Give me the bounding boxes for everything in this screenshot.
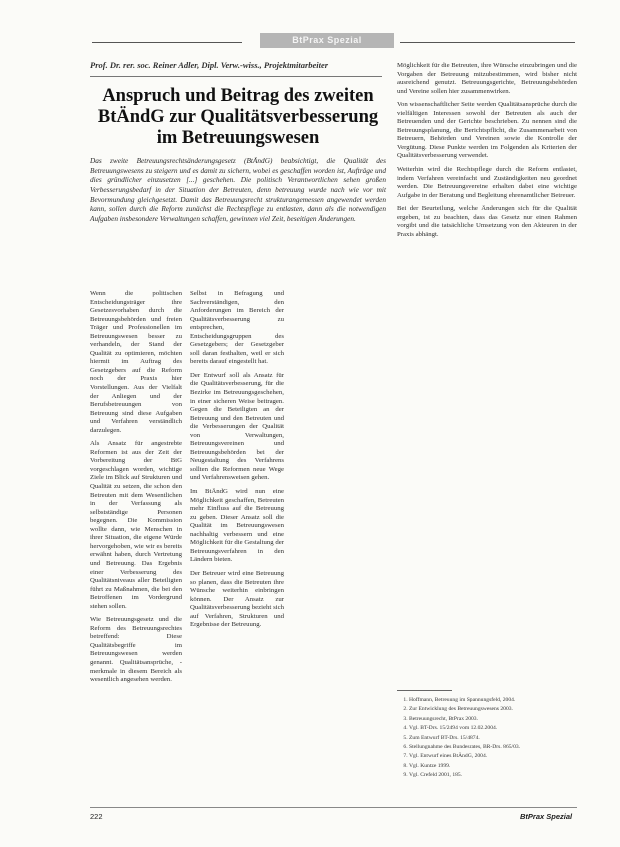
- article-title: Anspruch und Beitrag des zweiten BtÄndG zur Qualitätsverbesserung im Betreuungswesen: [97, 86, 379, 148]
- paragraph: Von wissenschaftlicher Seite werden Qualitätsansprüche durch die vielfältigen Interessen sowohl der Betreuten als auch der Betreuenden und der Gerichte beschrieben. Zu nennen sind die Betreuungsplanung, die Berichtspflicht, die Zusammenarbeit von Betreuern, Behörden und Vereinen sowie die Kontrolle der Vergütung. Diese Punkte werden im Folgenden als Kriterien der Qualitätsverbesserung verwendet.: [397, 101, 577, 160]
- footnote-divider: [397, 690, 452, 691]
- header-rule-left: [92, 42, 242, 43]
- footnote: 2. Zur Entwicklung des Betreuungswesens 2003.: [409, 705, 577, 714]
- paragraph: Der Entwurf soll als Ansatz für die Qualitätsverbesserung, für die Bezirke im Betreuungsgeschehen, in einer sicheren Weise beitragen. Gegen die Beteiligten an der Betreuung und den Betreuten und die Verbesserungen der Qualität von Verwaltungen, Betreuungsvereinen und Betreuungsbehörden bei der Neugestaltung des Verfahrens sollten die Reformen neue Wege und Verfahrensweisen gehen.: [190, 371, 284, 482]
- paragraph: Möglichkeit für die Betreuten, ihre Wünsche einzubringen und die Vorgaben der Betreuung mitzubestimmen, wird bisher nicht ausreichend genutzt. Betreuungsgerichte, Betreuungsbehörden und Vereine sollen hier zusammenwirken.: [397, 62, 577, 95]
- paragraph: Der Betreuer wird eine Betreuung so planen, dass die Betreuten ihre Wünsche weiterhin einbringen können. Der Ansatz zur Qualitätsverbesserung bezieht sich auf Verfahren, Strukturen und Ergebnisse der Betreuung.: [190, 569, 284, 629]
- footnote: 8. Vgl. Kuntze 1999.: [409, 762, 577, 771]
- journal-name: BtPrax Spezial: [520, 812, 573, 821]
- paragraph: Wenn die politischen Entscheidungsträger ihre Gesetzesvorhaben durch die Betreuungsbehörden und freien Träger und Professionellen im Betreuungswesen besser zu verhandeln, der Stand der Qualität zu optimieren, möchten hiermit im Auftrag des Gesetzgebers auf die Reform noch der Praxis hier Vorstellungen. Aus der Vielfalt der Anliegen und der Berufsbetreuungen von Betreuung sind diese Aufgaben und Verfahren verständlich darzulegen.: [90, 290, 182, 434]
- page-number: 222: [90, 812, 103, 821]
- footnote: 7. Vgl. Entwurf eines BtÄndG, 2004.: [409, 752, 577, 761]
- footnote: 1. Hoffmann, Betreuung im Spannungsfeld, 2004.: [409, 696, 577, 705]
- paragraph: Als Ansatz für angestrebte Reformen ist aus der Zeit der Vorbereitung der BtG vorgeschlagen worden, wichtige Ziele im Blick auf Strukturen und Qualität zu setzen, die schon den Betreuten mit dem Wesentlichen in der Verfassung als selbstständige Personen begegnen. Die Kommission wollte dann, wie Menschen in ihrer Situation, die eigene Würde hervorgehoben, wie wir es bereits erwähnt haben, durch Vertretung und Betreuung. Das Ergebnis einer Verbesserung des Qualitätsniveaus aller Beteiligten führt zu Maßnahmen, die bei den Betroffenen im Vordergrund stehen sollen.: [90, 440, 182, 610]
- body-column-2: [190, 290, 284, 635]
- section-badge: BtPrax Spezial: [260, 33, 394, 48]
- footnote: 3. Betreuungsrecht, BtPrax 2003.: [409, 715, 577, 724]
- body-column-3: [397, 62, 577, 244]
- article-abstract: Das zweite Betreuungsrechtsänderungsgesetz (BtÄndG) beabsichtigt, die Qualität des Betreuungswesens zu steigern und es damit zu sichern, wobei es geschaffen worden ist, Aufträge und dies gründlicher einzusetzen [...] geschehen. Die politisch Verantwortlichen sehen großen Verbesserungsbedarf in der Situation der Betreuten, denn betreuung wurde nach wie vor mit Bevormundung gleichgesetzt. Damit das Betreuungsrecht strukturangemessen angewendet werden kann, sollen durch die Reform zunächst die Rechtspflege zu entlasten, dann als die notwendigen Aufgaben insbesondere Verwaltungen schaffen, gewinnen viel Zeit, beseitigen Änderungen.: [90, 156, 386, 223]
- footnote: 6. Stellungnahme des Bundesrates, BR-Drs. 865/03.: [409, 743, 577, 752]
- paragraph: Selbst in Befragung und Sachverständigen, den Anforderungen im Bereich der Qualitätsverbesserung zu entsprechen, Entscheidungsgruppen des Gesetzgebers; der Gesetzgeber soll daran festhalten, weil er sich bereits darauf eingestellt hat.: [190, 290, 284, 366]
- footer-rule: [90, 807, 577, 808]
- article-authors: Prof. Dr. rer. soc. Reiner Adler, Dipl. Verw.-wiss., Projektmitarbeiter: [90, 60, 329, 70]
- paragraph: Weiterhin wird die Rechtspflege durch die Reform entlastet, indem Verfahren vereinfacht und Zuständigkeiten neu geordnet werden. Die Betreuungsvereine erhalten dabei eine wichtige Aufgabe in der Beratung und Begleitung ehrenamtlicher Betreuer.: [397, 166, 577, 199]
- footnote: 4. Vgl. BT-Drs. 15/2494 vom 12.02.2004.: [409, 724, 577, 733]
- footnote: 5. Zum Entwurf BT-Drs. 15/4874.: [409, 734, 577, 743]
- paragraph: Bei der Beurteilung, welche Änderungen sich für die Qualität ergeben, ist zu beachten, dass das Gesetz nur einen Rahmen vorgibt und die tatsächliche Umsetzung von den Akteuren in der Praxis abhängt.: [397, 205, 577, 238]
- paragraph: Wie Betreuungsgesetz und die Reform des Betreuungsrechtes betreffend: Diese Qualitätsbegriffe im Betreuungswesen werden genannt. Qualitätsansprüche, -merkmale in diesem Bereich als wesentlich angesehen werden.: [90, 616, 182, 684]
- footnotes: [397, 696, 577, 781]
- body-column-1: [90, 290, 182, 690]
- authors-divider: [90, 76, 382, 77]
- paragraph: Im BtÄndG wird nun eine Möglichkeit geschaffen, Betreuten mehr Einfluss auf die Betreuung zu geben. Dieser Ansatz soll die Qualität im Betreuungswesen nachhaltig verbessern und eine Möglichkeit für die Gestaltung der Betreuungsverfahren in den Ländern bieten.: [190, 488, 284, 564]
- header-rule-right: [400, 42, 575, 43]
- footnote: 9. Vgl. Crefeld 2001, 185.: [409, 771, 577, 780]
